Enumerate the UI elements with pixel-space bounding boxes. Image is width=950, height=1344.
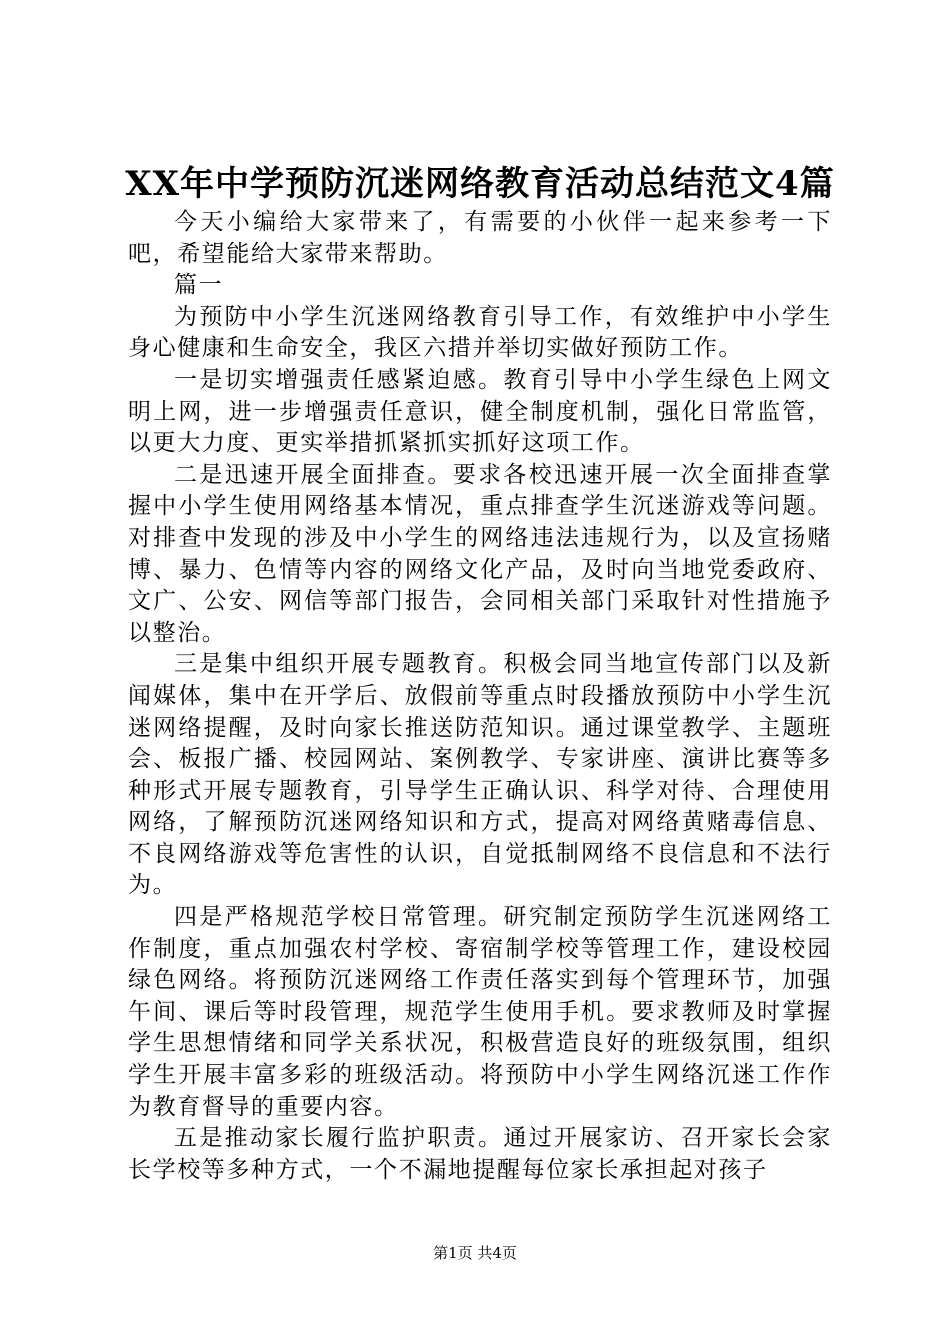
body-paragraph: 一是切实增强责任感紧迫感。教育引导中小学生绿色上网文明上网，进一步增强责任意识，健全制度机制，强化日常监管，以更大力度、更实举措抓紧抓实抓好这项工作。 bbox=[128, 366, 832, 457]
body-paragraph: 二是迅速开展全面排查。要求各校迅速开展一次全面排查掌握中小学生使用网络基本情况，重点排查学生沉迷游戏等问题。对排查中发现的涉及中小学生的网络违法违规行为，以及宣扬赌博、暴力、色情等内容的网络文化产品，及时向当地党委政府、文广、公安、网信等部门报告，会同相关部门采取针对性措施予以整治。 bbox=[128, 461, 832, 646]
document-title: XX年中学预防沉迷网络教育活动总结范文4篇 bbox=[125, 164, 835, 204]
body-paragraph: 三是集中组织开展专题教育。积极会同当地宣传部门以及新闻媒体，集中在开学后、放假前等重点时段播放预防中小学生沉迷网络提醒，及时向家长推送防范知识。通过课堂教学、主题班会、板报广播、校园网站、案例教学、专家讲座、演讲比赛等多种形式开展专题教育，引导学生正确认识、科学对待、合理使用网络，了解预防沉迷网络知识和方式，提高对网络黄赌毒信息、不良网络游戏等危害性的认识，自觉抵制网络不良信息和不法行为。 bbox=[128, 651, 832, 899]
intro-paragraph: 今天小编给大家带来了，有需要的小伙伴一起来参考一下吧，希望能给大家带来帮助。 bbox=[128, 209, 832, 267]
body-paragraph: 四是严格规范学校日常管理。研究制定预防学生沉迷网络工作制度，重点加强农村学校、寄宿制学校等管理工作，建设校园绿色网络。将预防沉迷网络工作责任落实到每个管理环节，加强午间、课后等时段管理，规范学生使用手机。要求教师及时掌握学生思想情绪和同学关系状况，积极营造良好的班级氛围，组织学生开展丰富多彩的班级活动。将预防中小学生网络沉迷工作作为教育督导的重要内容。 bbox=[128, 904, 832, 1120]
section-heading: 篇一 bbox=[174, 272, 224, 299]
body-paragraph: 五是推动家长履行监护职责。通过开展家访、召开家长会家长学校等多种方式，一个不漏地提醒每位家长承担起对孩子 bbox=[128, 1125, 832, 1183]
page-number-footer: 第1页 共4页 bbox=[433, 1244, 517, 1262]
document-body bbox=[128, 207, 832, 1186]
body-paragraph: 为预防中小学生沉迷网络教育引导工作，有效维护中小学生身心健康和生命安全，我区六措并举切实做好预防工作。 bbox=[128, 303, 832, 362]
